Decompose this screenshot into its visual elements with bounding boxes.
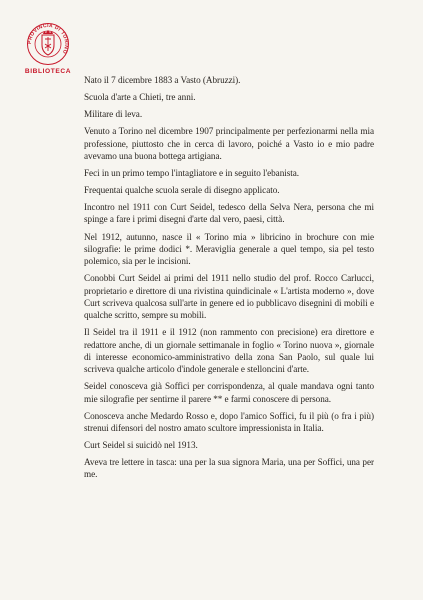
- paragraph-medardo-rosso: Conosceva anche Medardo Rosso e, dopo l'amico Soffici, fu il più (o fra i più) strenui difensori del nostro amato scultore impressionista in Italia.: [84, 410, 374, 433]
- paragraph-seidel-meeting: Incontro nel 1911 con Curt Seidel, tedesco della Selva Nera, persona che mi spinge a fare i primi disegni d'arte dal vero, paesi, città.: [84, 202, 374, 225]
- paragraph-evening-school: Frequentai qualche scuola serale di disegno applicato.: [84, 185, 280, 196]
- paragraph-soffici: Seidel conosceva già Soffici per corrispondenza, al quale mandava ogni tanto mie silografie per sentirne il parere ** e farmi conoscere di persona.: [84, 381, 374, 404]
- paragraph-torino-mia: Nel 1912, autunno, nasce il « Torino mia » libricino in brochure con mie silografie: le prime dodici *. Meraviglia generale a quel tempo, sia pel testo polemico, sia per le incisioni.: [84, 231, 374, 267]
- paragraph-turin: Venuto a Torino nel dicembre 1907 principalmente per perfezionarmi nella mia professione, piuttosto che in cerca di lavoro, poiché a Vasto io e mio padre avevamo una buona bottega artigiana.: [84, 126, 374, 161]
- paragraph-carver: Feci in un primo tempo l'intagliatore e in seguito l'ebanista.: [84, 167, 300, 178]
- paragraph-birth: Nato il 7 dicembre 1883 a Vasto (Abruzzi).: [84, 75, 241, 85]
- biography-text: [84, 74, 374, 485]
- paragraph-letters: Aveva tre lettere in tasca: una per la sua signora Maria, una per Soffici, una per me.: [84, 457, 374, 480]
- paragraph-torino-nuova: Il Seidel tra il 1911 e il 1912 (non rammento con precisione) era direttore e redattore anche, di un giornale settimanale in foglio « Torino nuova », giornale di interesse economico-amministrativo della zona San Paolo, sul quale lui scriveva qualche articolo d'indole generale e stelloncini d'arte.: [84, 327, 374, 375]
- stamp-ring-text: PROVINCIA DI TORINO: [26, 22, 70, 55]
- paragraph-military: Militare di leva.: [84, 109, 143, 120]
- paragraph-suicide: Curt Seidel si suicidò nel 1913.: [84, 439, 198, 450]
- coat-of-arms-icon: [26, 22, 70, 66]
- library-stamp: [22, 22, 74, 75]
- stamp-label: BIBLIOTECA: [24, 68, 72, 75]
- paragraph-school: Scuola d'arte a Chieti, tre anni.: [84, 92, 196, 103]
- paragraph-carlucci: Conobbi Curt Seidel ai primi del 1911 nello studio del prof. Rocco Carlucci, proprietario e direttore di una rivistina quindicinale « L'artista moderno », dove Curt scriveva qualcosa sull'arte in genere ed io pubblicavo disegnini di mobili e qualche scritto, sempre su mobili.: [84, 273, 374, 321]
